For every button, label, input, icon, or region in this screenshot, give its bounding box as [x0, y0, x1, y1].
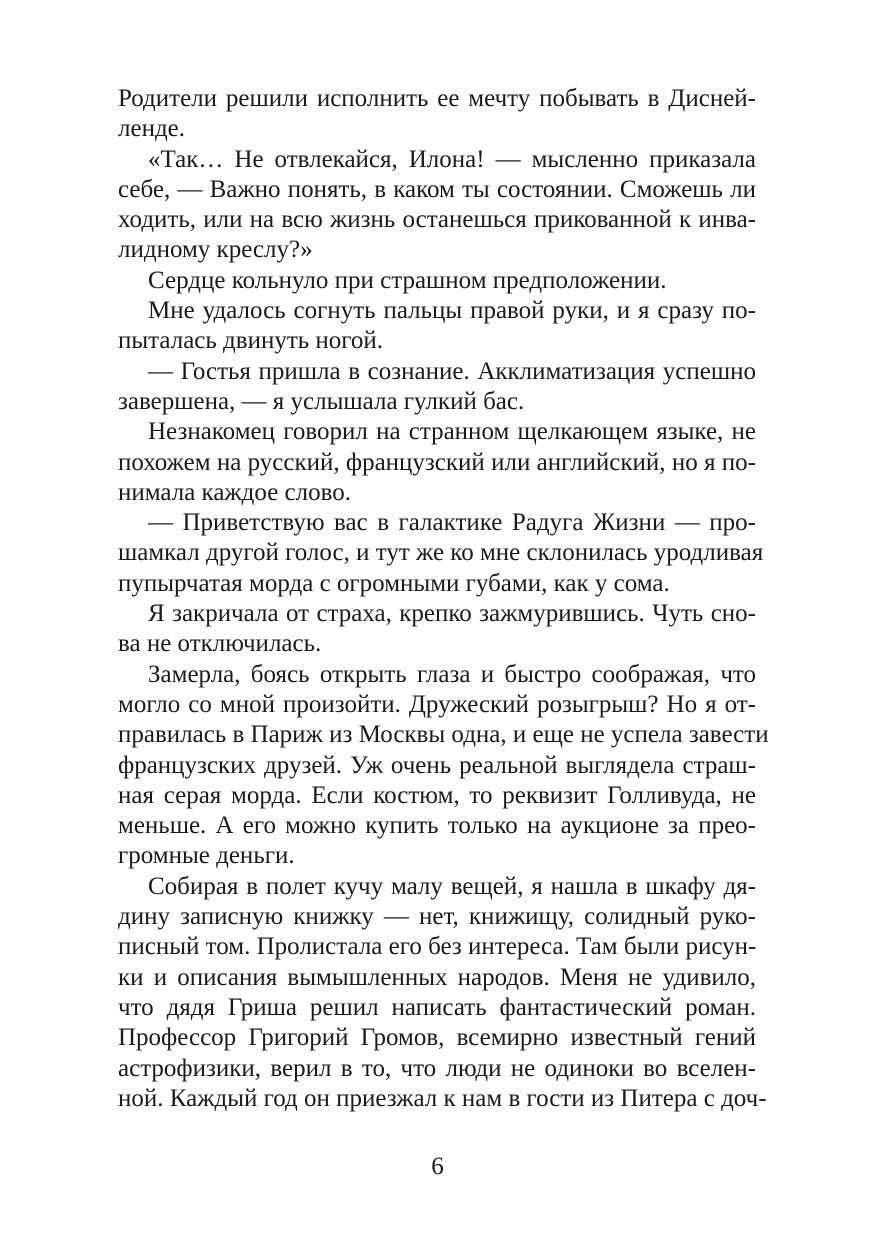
text-line: — Гостья пришла в сознание. Акклиматизация успешно: [148, 357, 756, 385]
text-line: пупырчатая морда с огромными губами, как у сома.: [118, 569, 670, 597]
text-line: писный том. Пролистала его без интереса. Там были рисун-: [118, 933, 757, 961]
text-line: похожем на русский, французский или английский, но я по-: [118, 448, 756, 476]
page-number: 6: [431, 1153, 444, 1180]
paragraph: [118, 417, 756, 508]
text-line: ной. Каждый год он приезжал к нам в гости из Питера с доч-: [118, 1084, 767, 1112]
paragraph: [118, 660, 769, 872]
text-line: что дядя Гриша решил написать фантастический роман.: [118, 993, 756, 1021]
text-line: астрофизики, верил в то, что люди не одиноки во вселен-: [118, 1054, 756, 1082]
text-line: меньше. А его можно купить только на аукционе за прео-: [118, 812, 756, 840]
text-line: «Так… Не отвлекайся, Илона! — мысленно приказала: [148, 145, 756, 173]
paragraph: [118, 266, 756, 296]
text-line: нимала каждое слово.: [118, 478, 352, 506]
text-line: Профессор Григорий Громов, всемирно известный гений: [118, 1024, 756, 1052]
text-line: — Приветствую вас в галактике Радуга Жизни — про-: [148, 509, 756, 537]
text-line: пыталась двинуть ногой.: [118, 327, 384, 355]
paragraph: [118, 357, 756, 418]
paragraph: [118, 508, 764, 599]
paragraph: [118, 296, 756, 357]
text-line: Собирая в полет кучу малу вещей, я нашла в шкафу дя-: [148, 872, 756, 900]
text-line: Замерла, боясь открыть глаза и быстро соображая, что: [148, 660, 756, 688]
page-body-text: [118, 84, 769, 1114]
text-line: Мне удалось согнуть пальцы правой руки, и я сразу по-: [148, 297, 756, 325]
text-line: французских друзей. Уж очень реальной выглядела страш-: [118, 751, 756, 779]
text-line: ная серая морда. Если костюм, то реквизит Голливуда, не: [118, 781, 756, 809]
text-line: ходить, или на всю жизнь останешься прикованной к инва-: [118, 206, 756, 234]
text-line: завершена, — я услышала гулкий бас.: [118, 387, 525, 415]
text-line: ленде.: [118, 115, 186, 143]
paragraph: [118, 599, 756, 660]
text-line: Сердце кольнуло при страшном предположении.: [148, 266, 667, 294]
text-line: себе, — Важно понять, в каком ты состоянии. Сможешь ли: [118, 175, 756, 203]
text-line: ки и описания вымышленных народов. Меня не удивило,: [118, 963, 756, 991]
text-line: громные деньги.: [118, 842, 295, 870]
text-line: могло со мной произойти. Дружеский розыгрыш? Но я от-: [118, 690, 756, 718]
paragraph: [118, 872, 767, 1114]
text-line: шамкал другой голос, и тут же ко мне склонилась уродливая: [118, 539, 764, 567]
text-line: Я закричала от страха, крепко зажмурившись. Чуть сно-: [148, 600, 756, 628]
text-line: дину записную книжку — нет, книжищу, солидный руко-: [118, 903, 756, 931]
text-line: лидному креслу?»: [118, 236, 313, 264]
text-line: правилась в Париж из Москвы одна, и еще не успела завести: [118, 721, 769, 749]
text-line: ва не отключилась.: [118, 630, 322, 658]
text-line: Родители решили исполнить ее мечту побывать в Дисней-: [118, 85, 756, 112]
paragraph: [118, 145, 756, 266]
text-line: Незнакомец говорил на странном щелкающем языке, не: [148, 418, 756, 446]
paragraph: [118, 84, 756, 145]
